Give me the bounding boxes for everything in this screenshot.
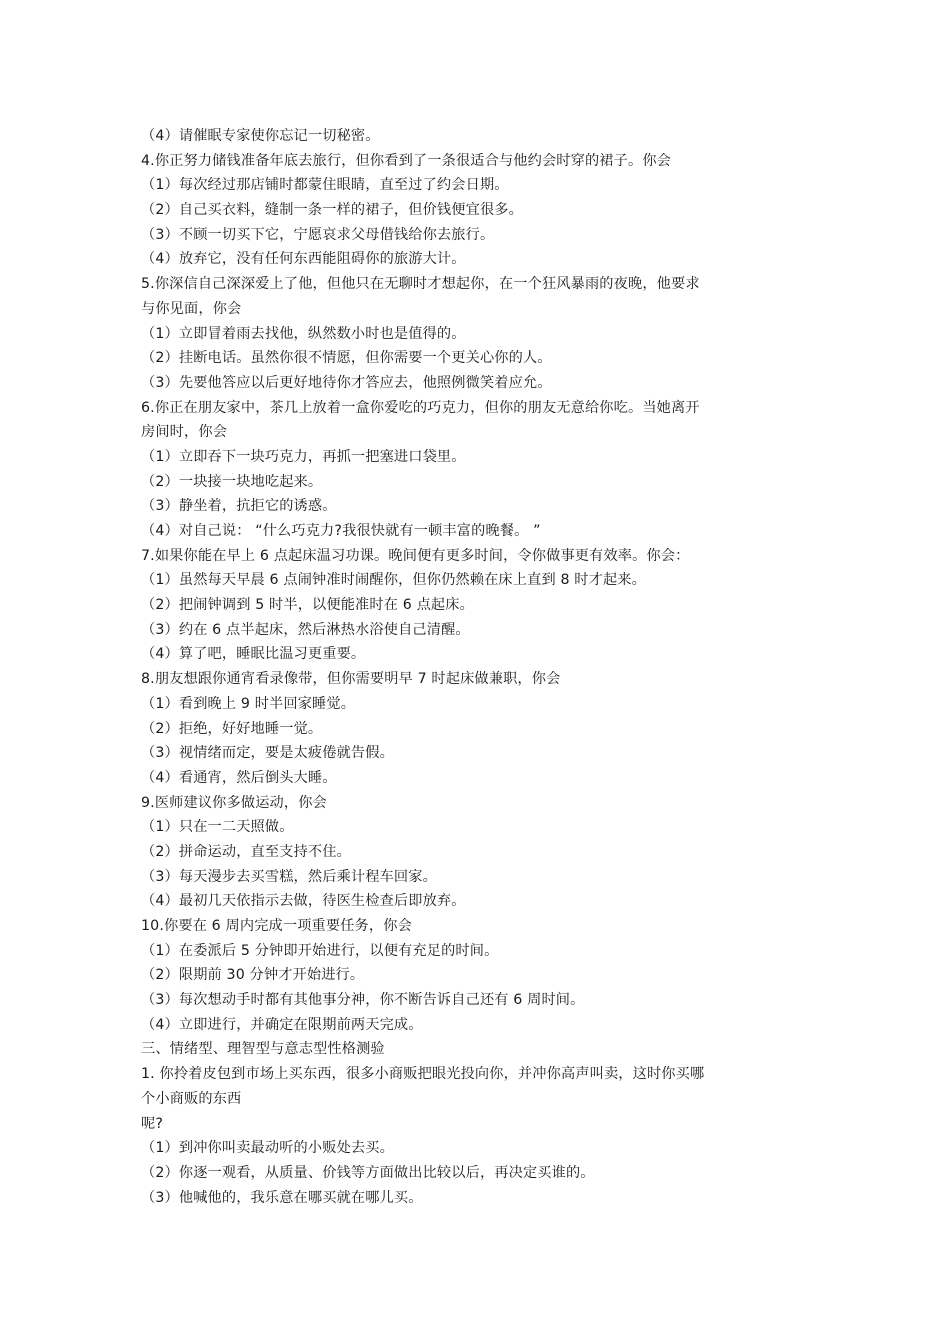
text-line: （2）限期前 30 分钟才开始进行。 — [141, 967, 365, 984]
text-line: （3）静坐着，抗拒它的诱惑。 — [141, 498, 337, 515]
text-line: 8.朋友想跟你通宵看录像带，但你需要明早 7 时起床做兼职，你会 — [141, 671, 561, 688]
text-line: 10.你要在 6 周内完成一项重要任务，你会 — [141, 918, 412, 934]
text-line: （1）每次经过那店铺时都蒙住眼睛，直至过了约会日期。 — [141, 177, 509, 194]
text-line: （1）看到晚上 9 时半回家睡觉。 — [141, 695, 356, 712]
text-line: 房间时，你会 — [141, 424, 228, 441]
text-line: 9.医师建议你多做运动，你会 — [141, 794, 327, 811]
text-line: （3）不顾一切买下它，宁愿哀求父母借钱给你去旅行。 — [141, 226, 495, 243]
text-line: （2）挂断电话。虽然你很不情愿，但你需要一个更关心你的人。 — [141, 350, 552, 367]
text-line: （2）拼命运动，直至支持不住。 — [141, 843, 351, 860]
text-line: （3）约在 6 点半起床，然后淋热水浴使自己清醒。 — [141, 621, 470, 638]
text-line: （4）放弃它，没有任何东西能阻碍你的旅游大计。 — [141, 251, 466, 268]
text-line: （4）立即进行，并确定在限期前两天完成。 — [141, 1016, 423, 1033]
text-line: （2）把闹钟调到 5 时半，以便能准时在 6 点起床。 — [141, 597, 474, 614]
text-line: 5.你深信自己深深爱上了他，但他只在无聊时才想起你，在一个狂风暴雨的夜晚，他要求 — [141, 276, 700, 293]
text-line: （1）只在一二天照做。 — [141, 819, 294, 836]
text-line: （1）到冲你叫卖最动听的小贩处去买。 — [141, 1140, 394, 1157]
text-line: （4）最初几天依指示去做，待医生检查后即放弃。 — [141, 893, 466, 910]
text-line: 与你见面，你会 — [141, 300, 242, 317]
text-line: （2）一块接一块地吃起来。 — [141, 473, 323, 490]
text-line: 6.你正在朋友家中，茶几上放着一盒你爱吃的巧克力，但你的朋友无意给你吃。当她离开 — [141, 399, 700, 416]
text-line: （2）自己买衣料，缝制一条一样的裙子，但价钱便宜很多。 — [141, 202, 523, 219]
text-line: （1）虽然每天早晨 6 点闹钟准时闹醒你，但你仍然赖在床上直到 8 时才起来。 — [141, 572, 646, 589]
text-line: （3）视情绪而定，要是太疲倦就告假。 — [141, 745, 394, 762]
text-line: （2）你逐一观看，从质量、价钱等方面做出比较以后，再决定买谁的。 — [141, 1164, 595, 1181]
text-line: （4）看通宵，然后倒头大睡。 — [141, 769, 337, 786]
text-line: （3）先要他答应以后更好地待你才答应去，他照例微笑着应允。 — [141, 374, 552, 391]
text-line: （3）每次想动手时都有其他事分神，你不断告诉自己还有 6 周时间。 — [141, 992, 585, 1009]
text-line: 1. 你拎着皮包到市场上买东西，很多小商贩把眼光投向你，并冲你高声叫卖，这时你买哪 — [141, 1066, 705, 1083]
text-line: （1）在委派后 5 分钟即开始进行，以便有充足的时间。 — [141, 942, 499, 959]
text-line: （4）对自己说： “什么巧克力?我很快就有一顿丰富的晚餐。 ” — [141, 523, 541, 539]
text-line: 4.你正努力储钱准备年底去旅行，但你看到了一条很适合与他约会时穿的裙子。你会 — [141, 152, 671, 169]
text-line: （4）请催眠专家使你忘记一切秘密。 — [141, 128, 380, 144]
text-line: 呢? — [141, 1115, 164, 1132]
text-line: 个小商贩的东西 — [141, 1090, 242, 1107]
text-line: （4）算了吧，睡眠比温习更重要。 — [141, 646, 366, 663]
text-line: （1）立即吞下一块巧克力，再抓一把塞进口袋里。 — [141, 448, 466, 465]
text-line: （3）他喊他的，我乐意在哪买就在哪儿买。 — [141, 1189, 423, 1206]
text-line: （2）拒绝，好好地睡一觉。 — [141, 720, 323, 737]
text-line: 三、情绪型、理智型与意志型性格测验 — [141, 1041, 385, 1058]
text-line: （1）立即冒着雨去找他，纵然数小时也是值得的。 — [141, 325, 466, 342]
text-line: 7.如果你能在早上 6 点起床温习功课。晚间便有更多时间，令你做事更有效率。你会： — [141, 547, 690, 564]
text-line: （3）每天漫步去买雪糕，然后乘计程车回家。 — [141, 868, 437, 885]
document-body — [141, 124, 817, 1210]
